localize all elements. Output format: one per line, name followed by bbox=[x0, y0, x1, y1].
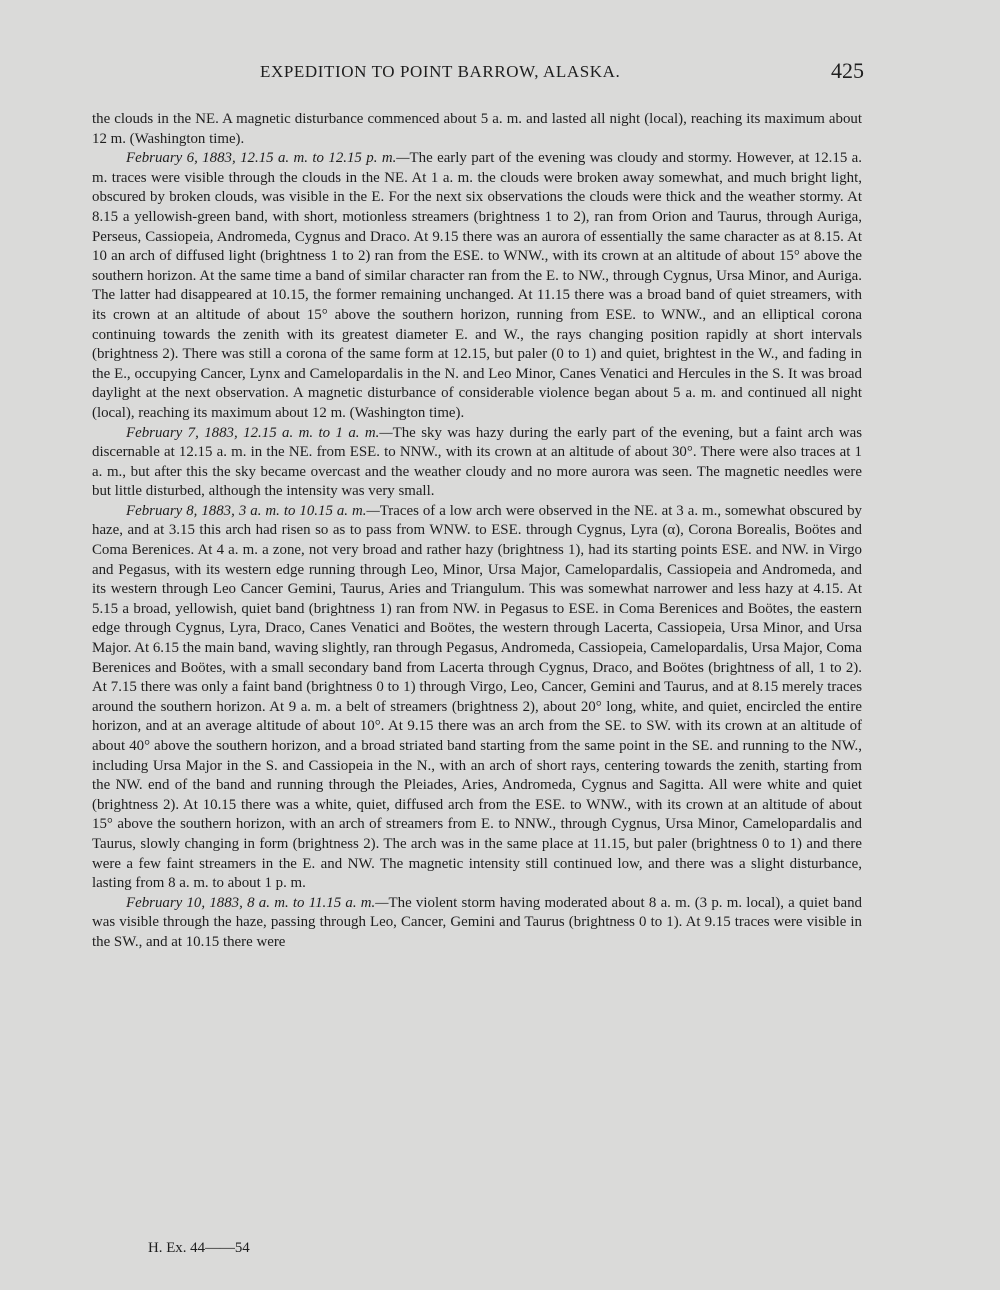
running-head: EXPEDITION TO POINT BARROW, ALASKA. bbox=[260, 62, 621, 81]
entry-date-heading: February 6, 1883, 12.15 a. m. to 12.15 p. m.— bbox=[126, 150, 410, 167]
paragraph-text: The violent storm having moderated about 8 a. m. (3 p. m. local), a quiet band was visible through the haze, passing through Leo, Cancer, Gemini and Taurus (brightness 0 to 1). At 9.15 traces were visible in the SW., and at 10.15 there were bbox=[92, 894, 862, 950]
paragraph-continuation bbox=[92, 110, 862, 149]
entry-date-heading: February 10, 1883, 8 a. m. to 11.15 a. m.— bbox=[126, 894, 389, 911]
signature-mark: H. Ex. 44——54 bbox=[148, 1240, 250, 1256]
page-header bbox=[92, 58, 868, 90]
entry-date-heading: February 7, 1883, 12.15 a. m. to 1 a. m.— bbox=[126, 424, 393, 441]
body-text bbox=[92, 110, 862, 953]
paragraph-text: the clouds in the NE. A magnetic disturbance commenced about 5 a. m. and lasted all night (local), reaching its maximum about 12 m. (Washington time). bbox=[92, 111, 862, 147]
entry-date-heading: February 8, 1883, 3 a. m. to 10.15 a. m.— bbox=[126, 502, 380, 519]
paragraph-february-6 bbox=[92, 149, 862, 423]
paragraph-february-7 bbox=[92, 424, 862, 502]
paragraph-february-8 bbox=[92, 502, 862, 894]
paragraph-text: The early part of the evening was cloudy and stormy. However, at 12.15 a. m. traces were visible through the clouds in the NE. At 1 a. m. the clouds were broken away somewhat, and much bright light, obscured by broken clouds, was visible in the E. For the next six observations the clouds were thick and the weather stormy. At 8.15 a yellowish-green band, with short, motionless streamers (brightness 1 to 2), ran from Orion and Taurus, through Auriga, Perseus, Cassiopeia, Andromeda, Cygnus and Draco. At 9.15 there was an aurora of essentially the same character as at 8.15. At 10 an arch of diffused light (brightness 1 to 2) ran from the ESE. to WNW., with its crown at an altitude of about 15° above the southern horizon. At the same time a band of similar character ran from the E. to NW., through Cygnus, Ursa Minor, and Auriga. The latter had disappeared at 10.15, the former remaining unchanged. At 11.15 there was a broad band of quiet streamers, with its crown at an altitude of about 15° above the southern horizon, running from ESE. to WNW., and an elliptical corona continuing towards the zenith with its greatest diameter E. and W., the rays changing position rapidly at short intervals (brightness 2). There was still a corona of the same form at 12.15, but paler (0 to 1) and quiet, brightest in the W., and fading in the E., occupying Cancer, Lynx and Camelopardalis in the N. and Leo Minor, Canes Venatici and Hercules in the S. It was broad daylight at the next observation. A magnetic disturbance of considerable violence began about 5 a. m. and continued all night (local), reaching its maximum about 12 m. (Washington time). bbox=[92, 150, 862, 421]
paragraph-text: Traces of a low arch were observed in the NE. at 3 a. m., somewhat obscured by haze, and at 3.15 this arch had risen so as to pass from WNW. to ESE. through Cygnus, Lyra (α), Corona Borealis, Boötes and Coma Berenices. At 4 a. m. a zone, not very broad and rather hazy (brightness 1), had its starting points ESE. and NW. in Virgo and Pegasus, with its western edge running through Leo, Minor, Ursa Major, Camelopardalis, Cassiopeia and Andromeda, and its western through Leo Cancer Gemini, Taurus, Aries and Triangulum. This was somewhat narrower and less hazy at 4.15. At 5.15 a broad, yellowish, quiet band (brightness 1) ran from NW. in Pegasus to ESE. in Coma Berenices and Boötes, the eastern edge through Cygnus, Lyra, Draco, Canes Venatici and Boötes, the western through Lacerta, Cassiopeia, Ursa Minor, and Ursa Major. At 6.15 the main band, waving slightly, ran through Pegasus, Andromeda, Cassiopeia, Camelopardalis, Ursa Major, Coma Berenices and Boötes, with a small secondary band from Lacerta through Cygnus, Draco, and Boötes (brightness of all, 1 to 2). At 7.15 there was only a faint band (brightness 0 to 1) through Virgo, Leo, Cancer, Gemini and Taurus, and at 8.15 merely traces around the southern horizon. At 9 a. m. a belt of streamers (brightness 2), about 20° long, white, and quiet, encircled the entire horizon, and at an average altitude of about 10°. At 9.15 there was an arch from the SE. to SW. with its crown at an altitude of about 40° above the southern horizon, and a broad striated band starting from the same point in the SE. and running to the NW., including Ursa Major in the S. and Cassiopeia in the N., with an arch of short rays, centering towards the zenith, starting from the NW. end of the band and running through the Pleiades, Aries, Andromeda, Cygnus and Sagitta. All were white and quiet (brightness 2). At 10.15 there was a white, quiet, diffused arch from the ESE. to WNW., with its crown at an altitude of about 15° above the southern horizon, with an arch of streamers from E. to NNW., through Cygnus, Ursa Minor, Camelopardalis and Taurus, slowly changing in form (brightness 2). The arch was in the same place at 11.15, but paler (brightness 0 to 1) and there were a few faint streamers in the E. and NW. The magnetic intensity still continued low, and there was a slight disturbance, lasting from 8 a. m. to about 1 p. m. bbox=[92, 502, 862, 892]
paragraph-february-10 bbox=[92, 894, 862, 953]
page-number: 425 bbox=[831, 58, 864, 83]
paragraph-text: The sky was hazy during the early part of the evening, but a faint arch was discernable at 12.15 a. m. in the NE. from ESE. to NNW., with its crown at an altitude of about 30°. There were also traces at 1 a. m., but after this the sky became overcast and the weather cloudy and no more aurora was seen. The magnetic needles were but little disturbed, although the intensity was very small. bbox=[92, 424, 862, 500]
